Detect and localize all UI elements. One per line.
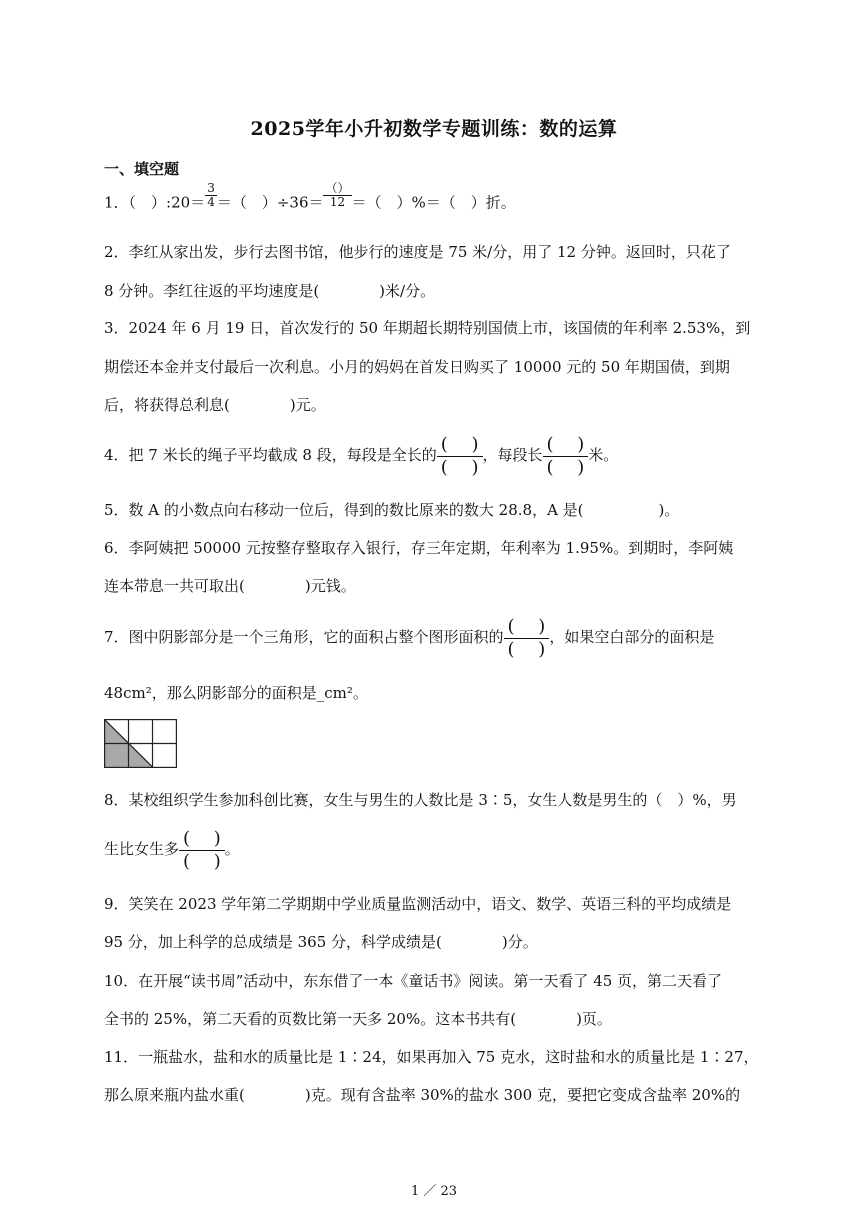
q8-frac-denominator: ( ) [179, 850, 225, 873]
q7-text-a: 7．图中阴影部分是一个三角形，它的面积占整个图形面积的 [104, 628, 504, 646]
question-3-line-1: 3．2024 年 6 月 19 日，首次发行的 50 年期超长期特别国债上市，该国债的年利率 2.53%，到 [104, 319, 751, 337]
q1-text-a: 1．（ ）:20＝ [104, 193, 206, 212]
question-8-line-2 [104, 826, 240, 873]
question-7-line-2: 48cm²，那么阴影部分的面积是_cm²。 [104, 684, 368, 702]
q4-text-a: 4．把 7 米长的绳子平均截成 8 段，每段是全长的 [104, 446, 437, 464]
q4-frac2-denominator: ( ) [543, 456, 589, 479]
q7-text-b: ，如果空白部分的面积是 [549, 628, 715, 646]
page-number: 1 ／ 23 [410, 1184, 458, 1199]
question-8-line-1: 8．某校组织学生参加科创比赛，女生与男生的人数比是 3∶5，女生人数是男生的（ ）%，男 [104, 791, 737, 809]
q7-fraction [504, 616, 550, 661]
q1-frac1-denominator: 4 [207, 195, 215, 209]
question-6-line-1: 6．李阿姨把 50000 元按整存整取存入银行，存三年定期，年利率为 1.95%。到期时，李阿姨 [104, 539, 734, 557]
q7-frac-denominator: ( ) [504, 638, 550, 661]
question-9-line-1: 9．笑笑在 2023 学年第二学期期中学业质量监测活动中，语文、数学、英语三科的平均成绩是 [104, 895, 732, 913]
q1-fraction-2 [323, 182, 351, 209]
q1-frac2-numerator: （） [325, 181, 350, 195]
question-2-line-2: 8 分钟。李红往返的平均速度是( )米/分。 [104, 282, 436, 300]
q4-frac2-numerator: ( ) [546, 433, 585, 455]
q4-frac1-denominator: ( ) [437, 456, 483, 479]
question-11-line-2: 那么原来瓶内盐水重( )克。现有含盐率 30%的盐水 300 克，要把它变成含盐率 20%的 [104, 1086, 741, 1104]
question-9-line-2: 95 分，加上科学的总成绩是 365 分，科学成绩是( )分。 [104, 933, 538, 951]
shaded-triangle-figure [104, 719, 177, 768]
question-10-line-2: 全书的 25%，第二天看的页数比第一天多 20%。这本书共有( )页。 [104, 1010, 612, 1028]
question-3-line-2: 期偿还本金并支付最后一次利息。小月的妈妈在首发日购买了 10000 元的 50 年期国债，到期 [104, 358, 730, 376]
q4-frac1-numerator: ( ) [440, 433, 479, 455]
q1-fraction-1 [205, 182, 217, 209]
question-3-line-3: 后，将获得总利息( )元。 [104, 396, 326, 414]
question-11-line-1: 11．一瓶盐水，盐和水的质量比是 1∶24，如果再加入 75 克水，这时盐和水的质量比是 1∶27， [104, 1048, 759, 1066]
q1-text-b: ＝（ ）÷36＝ [216, 193, 324, 212]
page-title: 2025学年小升初数学专题训练：数的运算 [250, 118, 618, 140]
q4-fraction-2 [543, 434, 589, 479]
question-10-line-1: 10．在开展“读书周”活动中，东东借了一本《童话书》阅读。第一天看了 45 页，第二天看了 [104, 972, 723, 990]
question-5: 5．数 A 的小数点向右移动一位后，得到的数比原来的数大 28.8，A 是( )。 [104, 501, 680, 519]
q1-frac2-denominator: 12 [329, 195, 346, 209]
question-7-line-1 [104, 614, 714, 661]
q1-text-c: ＝（ ）%＝（ ）折。 [351, 193, 516, 212]
q8-text-b: 。 [224, 840, 240, 858]
question-2-line-1: 2．李红从家出发，步行去图书馆，他步行的速度是 75 米/分，用了 12 分钟。返回时，只花了 [104, 243, 731, 261]
q1-frac1-numerator: 3 [207, 181, 215, 195]
q4-text-b: ，每段长 [482, 446, 543, 464]
q7-frac-numerator: ( ) [507, 615, 546, 637]
q4-fraction-1 [437, 434, 483, 479]
question-4 [104, 432, 618, 479]
q8-frac-numerator: ( ) [183, 827, 221, 849]
question-6-line-2: 连本带息一共可取出( )元钱。 [104, 577, 356, 595]
q4-text-c: 米。 [588, 446, 619, 464]
q8-text-a: 生比女生多 [104, 840, 180, 858]
q8-fraction [179, 828, 225, 873]
question-1 [104, 181, 516, 217]
section-heading: 一、填空题 [104, 160, 180, 178]
